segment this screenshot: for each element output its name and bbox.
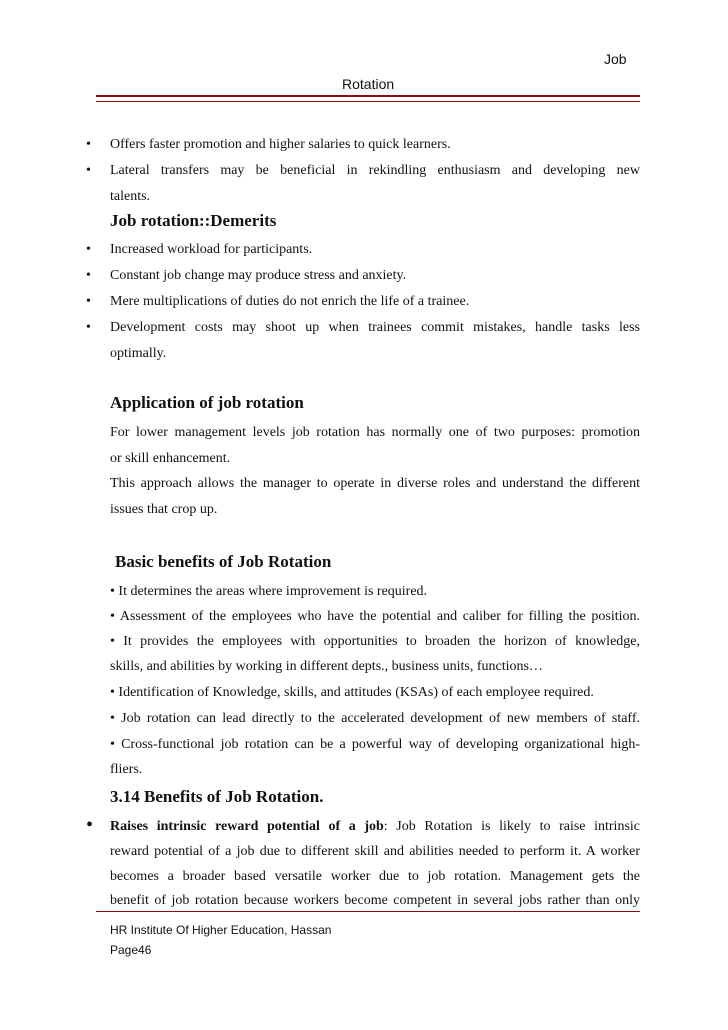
paragraph-line: • It determines the areas where improvement is required.	[110, 584, 428, 599]
list-item: Mere multiplications of duties do not enrich the life of a trainee.	[110, 294, 470, 309]
paragraph-line: fliers.	[110, 762, 143, 777]
paragraph-line: or skill enhancement.	[110, 451, 231, 466]
paragraph-line: • It provides the employees with opportunities to broaden the horizon of knowledge,	[110, 634, 640, 649]
bullet: •	[86, 137, 91, 152]
footer-page	[110, 943, 151, 957]
header-title-line1: Job	[604, 51, 627, 67]
list-item: Lateral transfers may be beneficial in rekindling enthusiasm and developing new	[110, 163, 640, 178]
paragraph-line: • Assessment of the employees who have the potential and caliber for filling the position.	[110, 609, 640, 624]
bullet: •	[86, 163, 91, 178]
section-heading-benefits: 3.14 Benefits of Job Rotation.	[110, 787, 324, 806]
list-item-continuation: optimally.	[110, 346, 167, 361]
section-heading-application: Application of job rotation	[110, 393, 304, 412]
bullet: •	[86, 320, 91, 335]
bullet: •	[86, 294, 91, 309]
paragraph-line-lead	[110, 819, 640, 835]
list-item: Offers faster promotion and higher salaries to quick learners.	[110, 137, 451, 152]
header-rule-thick	[96, 95, 640, 97]
list-item: Development costs may shoot up when trainees commit mistakes, handle tasks less	[110, 320, 640, 335]
paragraph-line: This approach allows the manager to operate in diverse roles and understand the different	[110, 476, 640, 491]
paragraph-line: • Job rotation can lead directly to the accelerated development of new members of staff.	[110, 711, 640, 726]
lead-bold-text: Raises intrinsic reward potential of a job	[110, 819, 384, 834]
paragraph-line: issues that crop up.	[110, 502, 218, 517]
page-label: Page	[110, 943, 139, 957]
footer-institute: HR Institute Of Higher Education, Hassan	[110, 923, 332, 937]
paragraph-line: reward potential of a job due to different skill and abilities needed to perform it. A worker	[110, 844, 640, 859]
bullet: •	[86, 268, 91, 283]
paragraph-line: becomes a broader based versatile worker due to job rotation. Management gets the	[110, 869, 640, 884]
header-title-line2: Rotation	[342, 76, 395, 92]
bullet: •	[86, 242, 91, 257]
list-item-continuation: talents.	[110, 189, 151, 204]
paragraph-line: For lower management levels job rotation has normally one of two purposes: promotion	[110, 425, 640, 440]
lead-rest-text: : Job Rotation is likely to raise intrinsic	[383, 819, 640, 834]
list-item: Increased workload for participants.	[110, 242, 313, 257]
page-number: 46	[138, 943, 152, 957]
header-rule-thin	[96, 101, 640, 102]
footer-rule	[96, 911, 640, 912]
bullet: •	[86, 814, 94, 836]
paragraph-line: • Cross-functional job rotation can be a powerful way of developing organizational high-	[110, 737, 640, 752]
paragraph-line: skills, and abilities by working in different depts., business units, functions…	[110, 659, 543, 674]
paragraph-line: • Identification of Knowledge, skills, and attitudes (KSAs) of each employee required.	[110, 685, 594, 700]
list-item: Constant job change may produce stress and anxiety.	[110, 268, 407, 283]
paragraph-line: benefit of job rotation because workers become competent in several jobs rather than only	[110, 893, 640, 908]
section-heading-demerits: Job rotation::Demerits	[110, 211, 277, 230]
section-heading-basic-benefits: Basic benefits of Job Rotation	[115, 552, 332, 571]
